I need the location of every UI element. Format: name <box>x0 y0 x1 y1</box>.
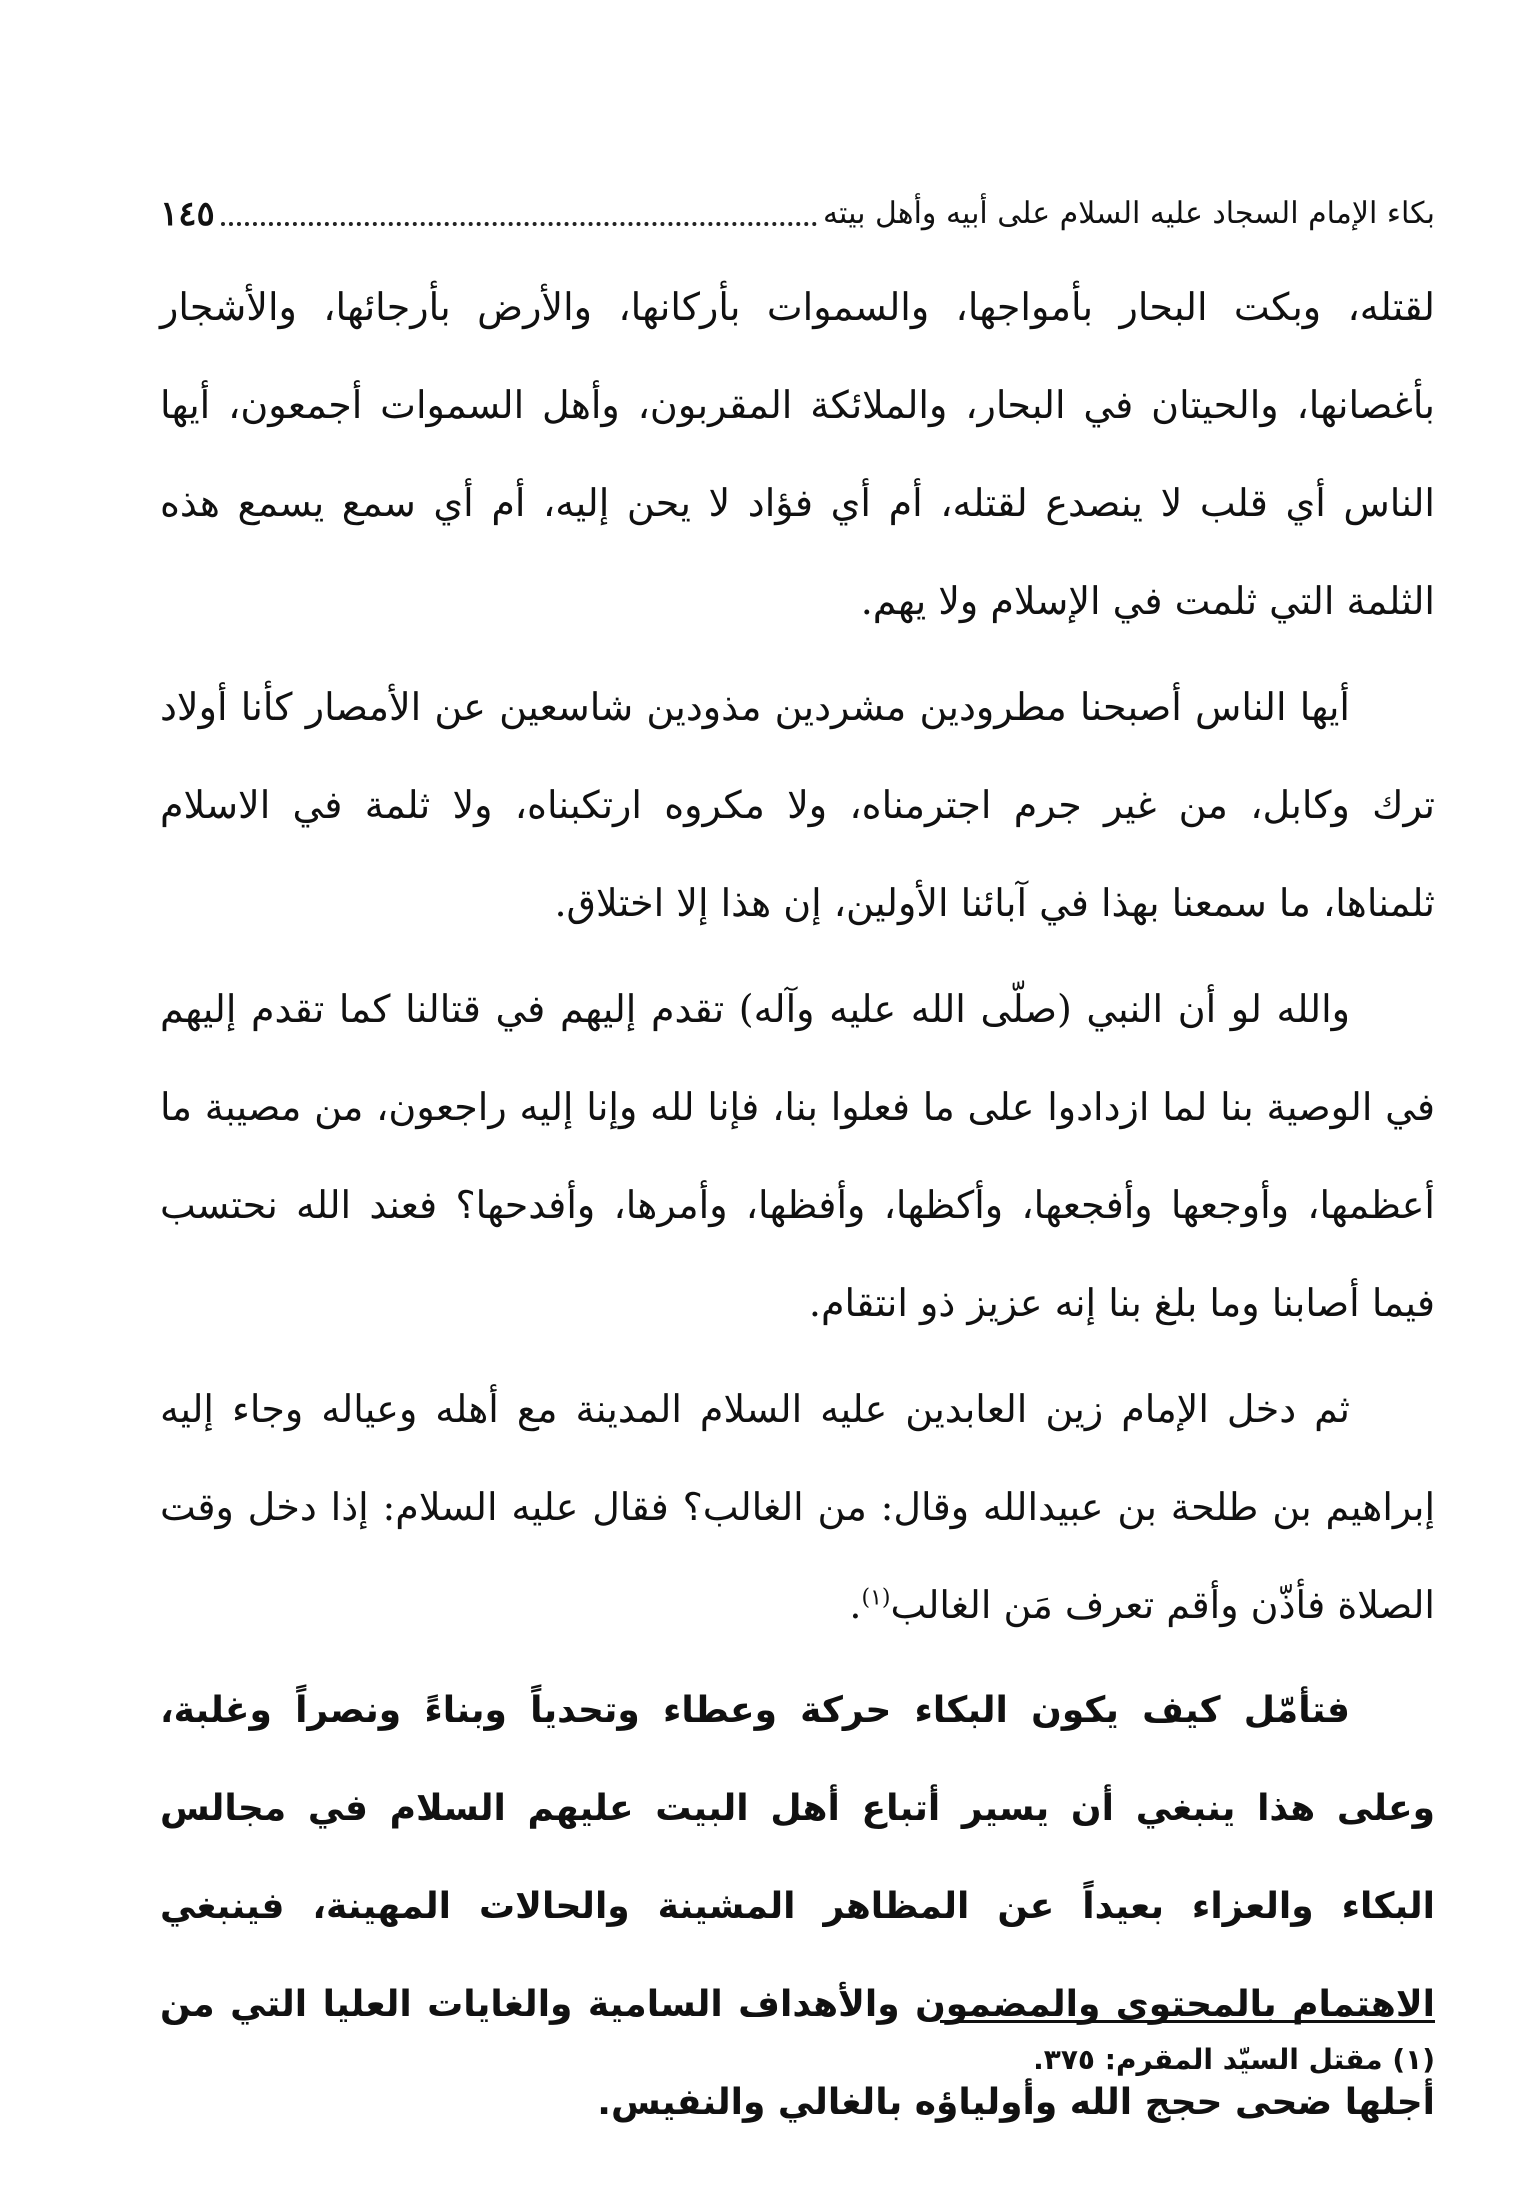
running-header-title: بكاء الإمام السجاد عليه السلام على أبيه وأهل بيته <box>822 196 1435 231</box>
paragraph-2: أيها الناس أصبحنا مطرودين مشردين مذودين شاسعين عن الأمصار كأنا أولاد ترك وكابل، من غير جرم اجترمناه، ولا مكروه ارتكبناه، ولا ثلمة في الاسلام ثلمناها، ما سمعنا بهذا في آبائنا الأولين، إن هذا إلا اختلاق. <box>160 685 1435 925</box>
paragraph-5: فتأمّل كيف يكون البكاء حركة وعطاء وتحدياً وبناءً ونصراً وغلبة، وعلى هذا ينبغي أن يسير أتباع أهل البيت عليهم السلام في مجالس البكاء والعزاء بعيداً عن المظاهر المشينة والحالات المهينة، فينبغي الاهتمام بالمحتوى والمضمون والأهداف السامية والغايات العليا التي من أجلها ضحى حجج الله وأولياؤه بالغالي والنفيس. <box>160 1690 1435 2123</box>
header-dot-leader <box>221 214 817 226</box>
footnote: (١) مقتل السيّد المقرم: ٣٧٥. <box>1033 2043 1435 2076</box>
paragraph-1: لقتله، وبكت البحار بأمواجها، والسموات بأركانها، والأرض بأرجائها، والأشجار بأغصانها، والحيتان في البحار، والملائكة المقربون، وأهل السموات أجمعون، أيها الناس أي قلب لا ينصدع لقتله، أم أي فؤاد لا يحن إليه، أم أي سمع يسمع هذه الثلمة التي ثلمت في الإسلام ولا يهم. <box>160 285 1435 623</box>
paragraph-3: والله لو أن النبي (صلّى الله عليه وآله) تقدم إليهم في قتالنا كما تقدم إليهم في الوصية بنا لما ازدادوا على ما فعلوا بنا، فإنا لله وإنا إليه راجعون، من مصيبة ما أعظمها، وأوجعها وأفجعها، وأكظها، وأفظها، وأمرها، وأفدحها؟ فعند الله نحتسب فيما أصابنا وما بلغ بنا إنه عزيز ذو انتقام. <box>160 987 1435 1325</box>
page-number: ١٤٥ <box>160 194 215 234</box>
paragraph-4-tail: . <box>849 1583 862 1627</box>
footnote-divider <box>940 2020 1435 2023</box>
footnote-reference: (١) <box>861 1585 891 1611</box>
body-text <box>160 258 1435 2160</box>
paragraph-4 <box>160 1360 1435 1654</box>
paragraph-4-text: ثم دخل الإمام زين العابدين عليه السلام المدينة مع أهله وعياله وجاء إليه إبراهيم بن طلحة بن عبيدالله وقال: من الغالب؟ فقال عليه السلام: إذا دخل وقت الصلاة فأذّن وأقم تعرف مَن الغالب <box>160 1387 1435 1627</box>
running-header <box>160 182 1435 234</box>
